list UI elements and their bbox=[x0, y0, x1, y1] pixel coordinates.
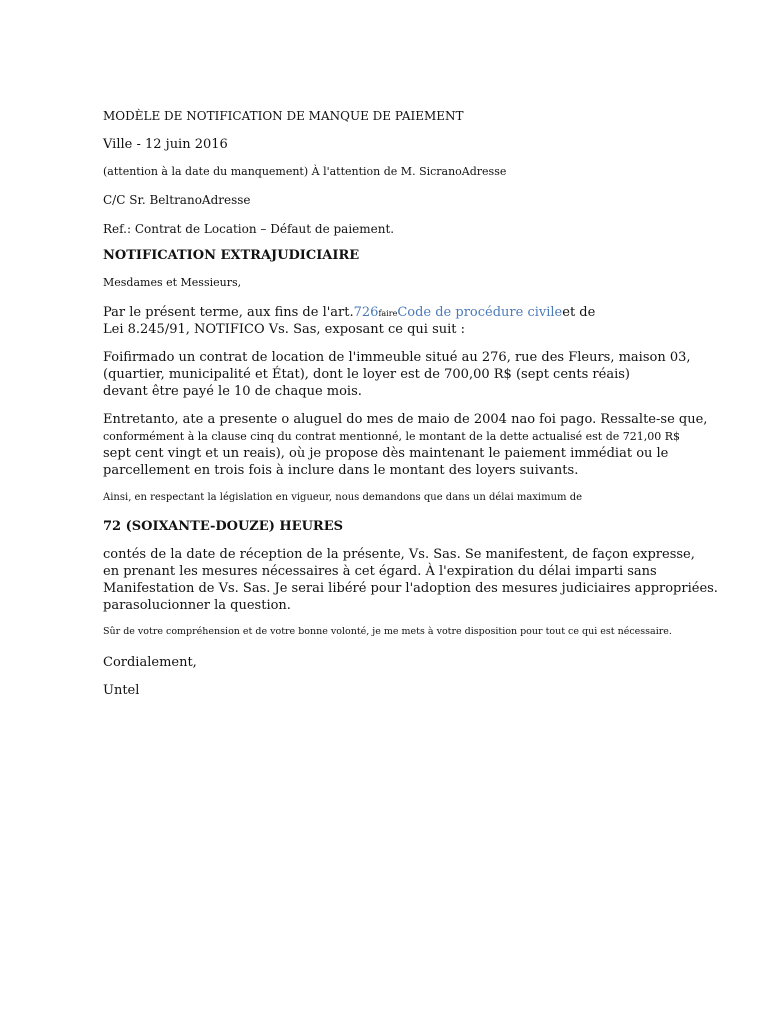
paragraph-5-line-4: parasolucionner la question. bbox=[103, 598, 291, 613]
closing: Cordialement, bbox=[103, 655, 197, 670]
section-heading: NOTIFICATION EXTRAJUDICIAIRE bbox=[103, 248, 360, 263]
paragraph-3-line-2: conformément à la clause cinq du contrat mentionné, le montant de la dette actualisé est de 721,00 R$ bbox=[103, 430, 681, 443]
paragraph-6: Sûr de votre compréhension et de votre bonne volonté, je me mets à votre disposition pour tout ce qui est nécessaire. bbox=[103, 626, 672, 637]
paragraph-2-line-3: devant être payé le 10 de chaque mois. bbox=[103, 384, 362, 399]
code-procedure-link[interactable]: Code de procédure civile bbox=[397, 305, 563, 320]
attention-line: (attention à la date du manquement) À l'attention de M. SicranoAdresse bbox=[103, 165, 507, 178]
paragraph-3-line-4: parcellement en trois fois à inclure dans le montant des loyers suivants. bbox=[103, 463, 579, 478]
article-link[interactable]: 726 bbox=[353, 305, 379, 320]
small-word: faire bbox=[378, 309, 398, 318]
paragraph-1-line-2: Lei 8.245/91, NOTIFICO Vs. Sas, exposant ce qui suit : bbox=[103, 322, 466, 337]
paragraph-3-line-3: sept cent vingt et un reais), où je propose dès maintenant le paiement immédiat ou le bbox=[103, 446, 669, 461]
paragraph-2-line-2: (quartier, municipalité et État), dont le loyer est de 700,00 R$ (sept cents réais) bbox=[103, 367, 630, 382]
paragraph-1-prefix: Par le présent terme, aux fins de l'art. bbox=[103, 305, 354, 320]
paragraph-5-line-2: en prenant les mesures nécessaires à cet égard. À l'expiration du délai imparti sans bbox=[103, 564, 657, 579]
paragraph-4: Ainsi, en respectant la législation en vigueur, nous demandons que dans un délai maximum de bbox=[103, 492, 583, 503]
cc-line: C/C Sr. BeltranoAdresse bbox=[103, 193, 251, 207]
paragraph-5-line-3: Manifestation de Vs. Sas. Je serai libéré pour l'adoption des mesures judiciaires appropriées. bbox=[103, 581, 718, 596]
salutation: Mesdames et Messieurs, bbox=[103, 276, 242, 289]
date-line: Ville - 12 juin 2016 bbox=[103, 137, 228, 152]
paragraph-2-line-1: Foifirmado un contrat de location de l'immeuble situé au 276, rue des Fleurs, maison 03, bbox=[103, 350, 691, 365]
paragraph-5-line-1: contés de la date de réception de la présente, Vs. Sas. Se manifestent, de façon expresse, bbox=[103, 547, 695, 562]
paragraph-1-suffix: et de bbox=[562, 305, 596, 320]
ref-line: Ref.: Contrat de Location – Défaut de paiement. bbox=[103, 222, 395, 236]
deadline-heading: 72 (SOIXANTE-DOUZE) HEURES bbox=[103, 519, 344, 534]
paragraph-1-line-1 bbox=[103, 306, 595, 319]
document-title: MODÈLE DE NOTIFICATION DE MANQUE DE PAIEMENT bbox=[103, 109, 464, 123]
paragraph-3-line-1: Entretanto, ate a presente o aluguel do mes de maio de 2004 nao foi pago. Ressalte-se que, bbox=[103, 412, 708, 427]
signature: Untel bbox=[103, 683, 140, 698]
